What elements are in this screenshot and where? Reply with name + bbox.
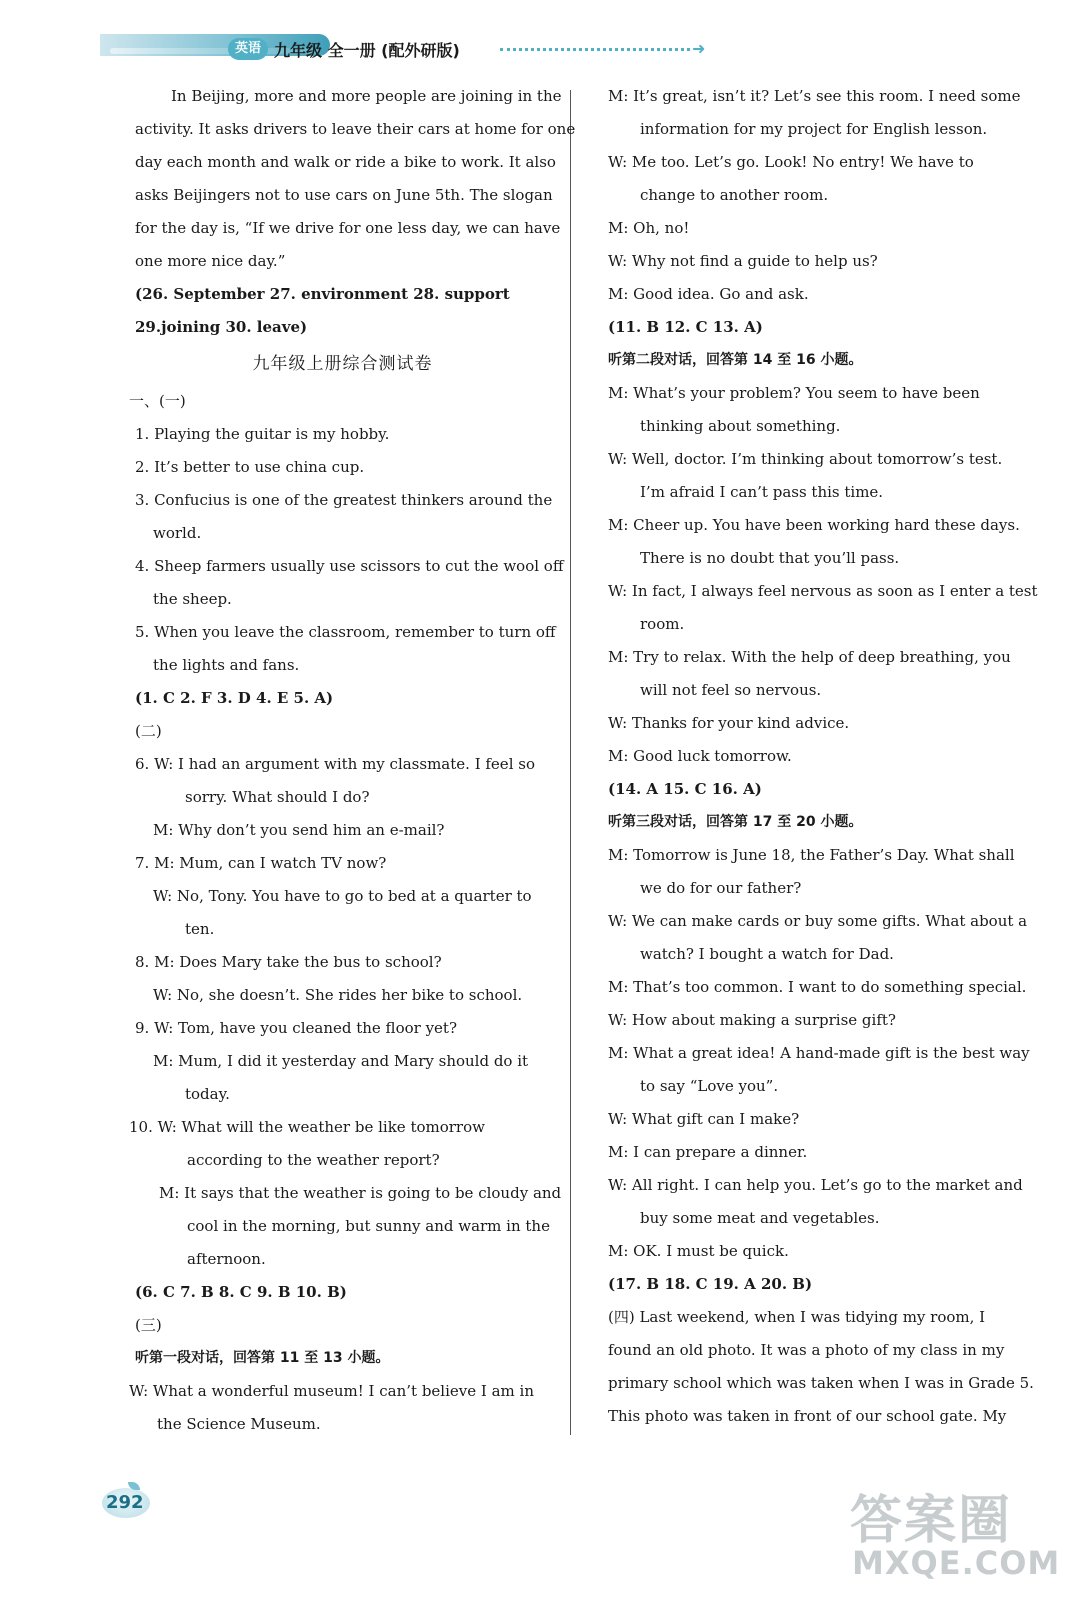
page-number-badge (102, 1482, 152, 1518)
part3-label: (三) (135, 1316, 162, 1334)
list-item: 1. Playing the guitar is my hobby. (135, 425, 390, 443)
part3-dialogue (129, 1375, 550, 1441)
dialogue-line: M: Oh, no! (608, 219, 690, 237)
section-instruction: 听第三段对话，回答第 17 至 20 小题。 (608, 814, 863, 830)
watermark-logo-text: 答案圈 (850, 1491, 1013, 1551)
list-item: 4. Sheep farmers usually use scissors to cut the wool off (135, 557, 564, 575)
dialogue-line: 8. M: Does Mary take the bus to school? (135, 953, 442, 971)
dialogue-line: change to another room. (640, 186, 829, 204)
part1-answers: (1. C 2. F 3. D 4. E 5. A) (135, 689, 334, 707)
dialogue-line: This photo was taken in front of our school gate. My (608, 1407, 1007, 1425)
section-instruction: 听第二段对话，回答第 14 至 16 小题。 (608, 352, 863, 368)
right-column (608, 80, 1038, 1433)
passage-line: activity. It asks drivers to leave their cars at home for one (135, 120, 576, 138)
dialogue-line: M: It says that the weather is going to be cloudy and (159, 1184, 562, 1202)
dialogue-line: W: No, she doesn’t. She rides her bike to school. (153, 986, 523, 1004)
dialogue-line: M: OK. I must be quick. (608, 1242, 789, 1260)
dialogue-line: M: Good luck tomorrow. (608, 747, 792, 765)
answer-line: (26. September 27. environment 28. support (135, 285, 510, 303)
page-header (100, 30, 820, 70)
passage-answers (135, 278, 550, 344)
passage-line: asks Beijingers not to use cars on June 5th. The slogan (135, 186, 553, 204)
dialogue-line: W: No, Tony. You have to go to bed at a quarter to (153, 887, 532, 905)
passage-line: for the day is, “If we drive for one less day, we can have (135, 219, 561, 237)
part1-list (135, 418, 564, 682)
dialogue-line: M: What’s your problem? You seem to have been (608, 384, 980, 402)
answer-line: (14. A 15. C 16. A) (608, 780, 762, 798)
dialogue-line: 6. W: I had an argument with my classmate. I feel so (135, 755, 535, 773)
dialogue-line: M: Try to relax. With the help of deep breathing, you (608, 648, 1011, 666)
dialogue-line: M: What a great idea! A hand-made gift is the best way (608, 1044, 1030, 1062)
answer-line: 29.joining 30. leave) (135, 318, 308, 336)
dialogue-line: watch? I bought a watch for Dad. (640, 945, 894, 963)
left-column (129, 80, 576, 1441)
part1-label: 一、(一) (129, 392, 186, 410)
dialogue-line: buy some meat and vegetables. (640, 1209, 880, 1227)
dialogue-line: 10. W: What will the weather be like tomorrow (129, 1118, 485, 1136)
dialogue-line: W: All right. I can help you. Let’s go to the market and (608, 1176, 1023, 1194)
passage-line: In Beijing, more and more people are joining in the (171, 87, 562, 105)
dialogue-line: W: We can make cards or buy some gifts. What about a (608, 912, 1028, 930)
answer-line: (17. B 18. C 19. A 20. B) (608, 1275, 813, 1293)
dialogue-line: we do for our father? (640, 879, 802, 897)
dialogue-line: will not feel so nervous. (640, 681, 822, 699)
dialogue-line: W: How about making a surprise gift? (608, 1011, 896, 1029)
dialogue-line: W: What a wonderful museum! I can’t believe I am in (129, 1382, 534, 1400)
dialogue-line: W: Why not find a guide to help us? (608, 252, 878, 270)
dialogue-line: to say “Love you”. (640, 1077, 779, 1095)
dialogue-line: room. (640, 615, 685, 633)
dialogue-line: I’m afraid I can’t pass this time. (640, 483, 884, 501)
dialogue-line: cool in the morning, but sunny and warm in the (187, 1217, 550, 1235)
dialogue-line: M: Tomorrow is June 18, the Father’s Day. What shall (608, 846, 1015, 864)
answer-line: (11. B 12. C 13. A) (608, 318, 763, 336)
dialogue-line: today. (185, 1085, 230, 1103)
reading-passage (135, 80, 576, 278)
dialogue-line: the Science Museum. (157, 1415, 321, 1433)
passage-line: one more nice day.” (135, 252, 286, 270)
part2-dialogues (129, 748, 562, 1276)
dialogue-line: 9. W: Tom, have you cleaned the floor yet? (135, 1019, 457, 1037)
part3-intro: 听第一段对话，回答第 11 至 13 小题。 (135, 1350, 390, 1366)
list-item: 3. Confucius is one of the greatest thinkers around the (135, 491, 553, 509)
list-item-continuation: the lights and fans. (153, 656, 300, 674)
dialogue-line: W: Well, doctor. I’m thinking about tomorrow’s test. (608, 450, 1003, 468)
dialogue-line: M: Mum, I did it yesterday and Mary should do it (153, 1052, 529, 1070)
dialogue-line: primary school which was taken when I was in Grade 5. (608, 1374, 1034, 1392)
list-item: 2. It’s better to use china cup. (135, 458, 365, 476)
list-item: 5. When you leave the classroom, remember to turn off (135, 623, 556, 641)
dialogue-line: according to the weather report? (187, 1151, 440, 1169)
watermark (830, 1478, 1065, 1588)
dialogue-line: W: In fact, I always feel nervous as soon as I enter a test (608, 582, 1038, 600)
dialogue-line: M: Why don’t you send him an e-mail? (153, 821, 445, 839)
section-title: 九年级上册综合测试卷 (252, 354, 433, 374)
dialogue-line: W: Me too. Let’s go. Look! No entry! We have to (608, 153, 974, 171)
page-number: 292 (106, 1492, 144, 1513)
dialogue-line: W: What gift can I make? (608, 1110, 800, 1128)
subject-badge: 英语 (228, 38, 268, 60)
list-item-continuation: world. (153, 524, 202, 542)
dialogue-line: ten. (185, 920, 215, 938)
dialogue-line: M: Good idea. Go and ask. (608, 285, 809, 303)
dialogue-line: sorry. What should I do? (185, 788, 370, 806)
book-title: 九年级 全一册 (配外研版) (274, 41, 460, 60)
dialogue-line: afternoon. (187, 1250, 266, 1268)
dialogue-line: M: Cheer up. You have been working hard these days. (608, 516, 1020, 534)
passage-line: day each month and walk or ride a bike to work. It also (135, 153, 556, 171)
dialogue-line: (四) Last weekend, when I was tidying my room, I (608, 1308, 986, 1326)
dialogue-line: W: Thanks for your kind advice. (608, 714, 850, 732)
header-arrow-icon: ➜ (692, 39, 706, 58)
part2-answers: (6. C 7. B 8. C 9. B 10. B) (135, 1283, 347, 1301)
list-item-continuation: the sheep. (153, 590, 232, 608)
dialogue-line: M: I can prepare a dinner. (608, 1143, 808, 1161)
dialogue-line: information for my project for English lesson. (640, 120, 988, 138)
part2-label: (二) (135, 722, 162, 740)
dialogue-line: found an old photo. It was a photo of my class in my (608, 1341, 1005, 1359)
dialogue-line: M: It’s great, isn’t it? Let’s see this room. I need some (608, 87, 1021, 105)
dialogue-line: M: That’s too common. I want to do something special. (608, 978, 1027, 996)
dialogue-line: thinking about something. (640, 417, 841, 435)
header-dotted-line (500, 48, 690, 51)
dialogue-line: There is no doubt that you’ll pass. (640, 549, 900, 567)
column-divider (570, 90, 571, 1435)
watermark-url: MXQE.COM (852, 1544, 1061, 1582)
dialogue-line: 7. M: Mum, can I watch TV now? (135, 854, 387, 872)
